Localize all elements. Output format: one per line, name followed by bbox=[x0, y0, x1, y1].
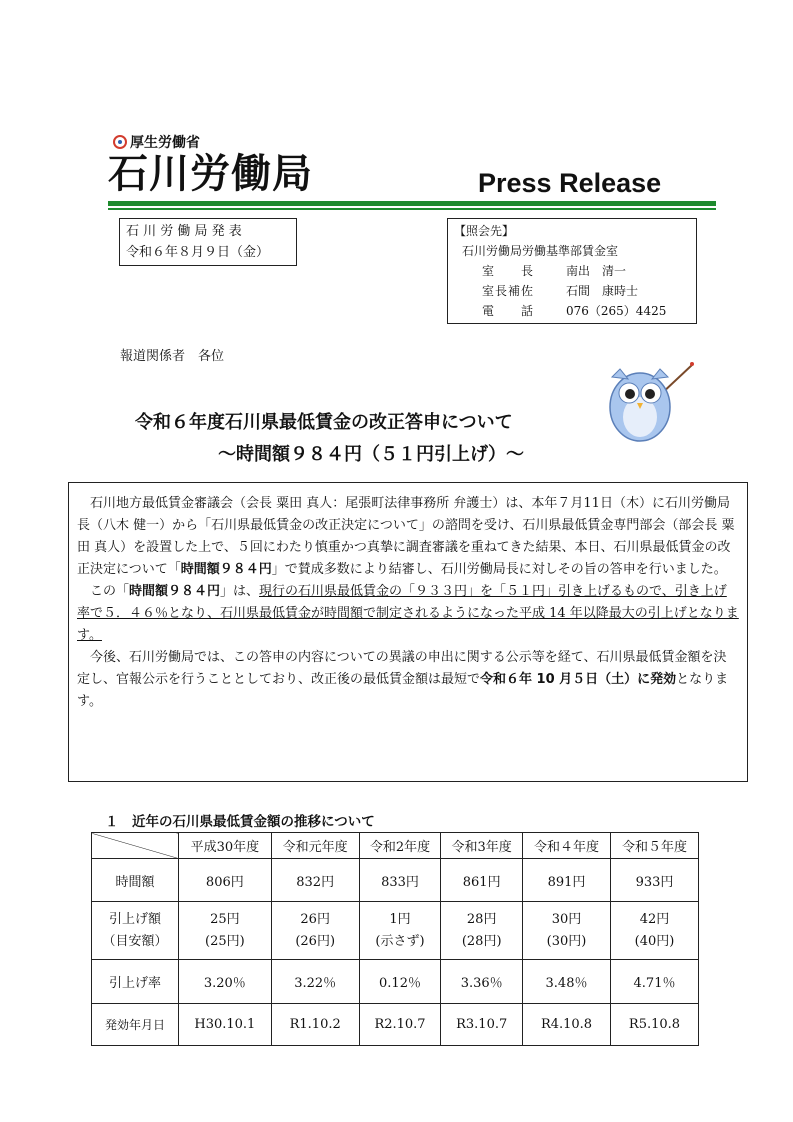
table-cell bbox=[611, 902, 699, 960]
contact-box bbox=[447, 218, 697, 324]
year-header: 令和2年度 bbox=[359, 833, 441, 859]
row-label-line: （目安額） bbox=[102, 933, 168, 949]
table-corner bbox=[92, 833, 179, 859]
table-cell: 0.12％ bbox=[359, 960, 441, 1004]
table-row bbox=[92, 1004, 699, 1046]
cell-line: (示さず) bbox=[375, 933, 425, 949]
table-cell: 861円 bbox=[441, 859, 523, 902]
press-release-label: Press Release bbox=[478, 168, 662, 198]
year-header: 令和４年度 bbox=[523, 833, 611, 859]
contact-value: 石間 康時士 bbox=[566, 284, 639, 298]
table-cell: 833円 bbox=[359, 859, 441, 902]
cell-line: (30円) bbox=[546, 933, 587, 949]
summary-text: 」で賛成多数により結審し、石川労働局長に対しその旨の答申を行いました。 bbox=[271, 562, 727, 577]
title-sub: ～時間額９８４円（５１円引上げ）～ bbox=[218, 444, 524, 465]
cell-line: 25円 bbox=[210, 911, 240, 927]
table-cell: 3.48％ bbox=[523, 960, 611, 1004]
contact-dept: 石川労働局労働基準部賃金室 bbox=[462, 244, 619, 258]
table-cell bbox=[179, 902, 272, 960]
contact-row bbox=[454, 301, 690, 321]
bureau-name: 石川労働局 bbox=[108, 151, 313, 197]
row-label: 発効年月日 bbox=[92, 1004, 179, 1046]
table-cell: R5.10.8 bbox=[611, 1004, 699, 1046]
contact-value: 南出 清一 bbox=[566, 264, 627, 278]
table-cell: R4.10.8 bbox=[523, 1004, 611, 1046]
table-cell bbox=[523, 902, 611, 960]
year-header: 平成30年度 bbox=[179, 833, 272, 859]
row-label: 引上げ率 bbox=[92, 960, 179, 1004]
year-header: 令和3年度 bbox=[441, 833, 523, 859]
addressee: 報道関係者 各位 bbox=[120, 349, 225, 364]
table-cell: 832円 bbox=[271, 859, 359, 902]
summary-text: 今後、石川労働局では、この答申の内容についての異議の申出に関する公示等を経て、石川県最低賃金額を決定し、官報公示を行うこととしており、改正後の最低賃金額は最短で bbox=[77, 650, 727, 687]
year-header: 令和元年度 bbox=[271, 833, 359, 859]
row-label-line: 引上げ額 bbox=[108, 911, 161, 927]
cell-line: (26円) bbox=[295, 933, 336, 949]
ministry-name: 厚生労働省 bbox=[130, 135, 200, 151]
cell-line: 28円 bbox=[466, 911, 497, 927]
cell-line: (28円) bbox=[461, 933, 502, 949]
issuer-box bbox=[119, 218, 297, 266]
year-header: 令和５年度 bbox=[611, 833, 699, 859]
contact-role: 室 長 bbox=[482, 264, 535, 278]
header-rule bbox=[108, 201, 716, 206]
contact-heading: 【照会先】 bbox=[454, 224, 515, 238]
table-row bbox=[92, 859, 699, 902]
row-label bbox=[92, 902, 179, 960]
summary-text: 」は、 bbox=[220, 584, 260, 599]
table-cell: 3.22％ bbox=[271, 960, 359, 1004]
wage-history-table bbox=[91, 832, 699, 1046]
table-cell: 4.71％ bbox=[611, 960, 699, 1004]
ministry-logo-icon bbox=[113, 135, 127, 149]
table-cell: 3.36％ bbox=[441, 960, 523, 1004]
cell-line: 1円 bbox=[389, 911, 411, 927]
cell-line: 42円 bbox=[639, 911, 670, 927]
issuer-line: 石 川 労 働 局 発 表 bbox=[126, 224, 242, 239]
table-cell: 806円 bbox=[179, 859, 272, 902]
contact-role: 電 話 bbox=[482, 304, 535, 318]
owl-mascot-icon bbox=[598, 355, 694, 445]
summary-emphasis: 令和６年 10 月５日（土）に発効 bbox=[480, 672, 677, 687]
cell-line: (25円) bbox=[205, 933, 245, 949]
table-cell: 933円 bbox=[611, 859, 699, 902]
cell-line: (40円) bbox=[634, 933, 675, 949]
cell-line: 30円 bbox=[551, 911, 582, 927]
table-header-row bbox=[92, 833, 699, 859]
table-cell: H30.10.1 bbox=[179, 1004, 272, 1046]
summary-paragraph bbox=[77, 493, 739, 581]
summary-text: この「 bbox=[90, 584, 130, 599]
table-cell: R3.10.7 bbox=[441, 1004, 523, 1046]
issue-date: 令和６年８月９日（金） bbox=[126, 245, 270, 260]
table-cell bbox=[271, 902, 359, 960]
table-cell: 891円 bbox=[523, 859, 611, 902]
table-cell: 3.20％ bbox=[179, 960, 272, 1004]
cell-line: 26円 bbox=[300, 911, 330, 927]
summary-text: となります。 bbox=[77, 672, 729, 709]
table-row bbox=[92, 960, 699, 1004]
section-title: １ 近年の石川県最低賃金額の推移について bbox=[105, 814, 375, 830]
summary-emphasis: 時間額９８４円 bbox=[180, 562, 272, 577]
contact-row bbox=[454, 281, 690, 301]
row-label: 時間額 bbox=[92, 859, 179, 902]
contact-value: 076（265）4425 bbox=[566, 304, 667, 318]
summary-paragraph bbox=[77, 647, 739, 713]
table-row bbox=[92, 902, 699, 960]
table-cell bbox=[359, 902, 441, 960]
table-cell: R2.10.7 bbox=[359, 1004, 441, 1046]
summary-box bbox=[68, 482, 748, 782]
summary-underlined: 現行の石川県最低賃金の「９３３円」を「５１円」引き上げるもので、引き上げ率で５．４６％となり、石川県最低賃金が時間額で制定されるようになった平成 14 年以降最大の引上げとなります。 bbox=[77, 584, 739, 643]
contact-row bbox=[454, 261, 690, 281]
summary-paragraph bbox=[77, 581, 739, 647]
table-cell bbox=[441, 902, 523, 960]
summary-emphasis: 時間額９８４円 bbox=[129, 584, 221, 599]
header-rule-thin bbox=[108, 208, 716, 210]
summary-text: 石川地方最低賃金審議会（会長 粟田 真人：尾張町法律事務所 弁護士）は、本年７月11日（木）に石川労働局長（八木 健一）から「石川県最低賃金の改正決定について」の諮問を受け、石川県最低賃金専門部会（部会長 粟田 真人）を設置した上で、５回にわたり慎重かつ真摯に調査審議を重ねてきた結果、本日、石川県最低賃金の改正決定について「 bbox=[77, 496, 735, 577]
title-main: 令和６年度石川県最低賃金の改正答申について bbox=[135, 412, 513, 433]
table-cell: R1.10.2 bbox=[271, 1004, 359, 1046]
ministry-label bbox=[113, 132, 200, 152]
contact-role: 室長補佐 bbox=[482, 284, 535, 298]
